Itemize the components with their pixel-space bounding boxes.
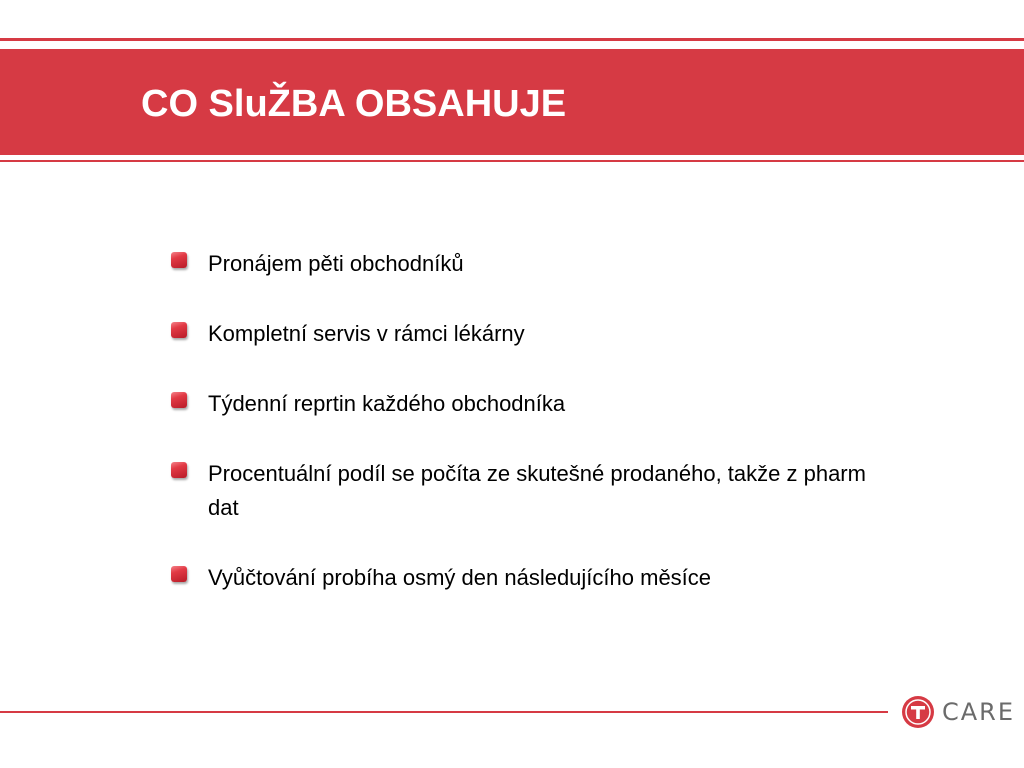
bullet-text: Procentuální podíl se počíta ze skutešné prodaného, takže z pharm dat [208, 461, 866, 520]
square-bullet-icon [171, 566, 187, 582]
bullet-item [171, 561, 871, 595]
logo-text: CARE [942, 698, 1016, 726]
bullet-list [171, 247, 871, 631]
bullet-text: Týdenní reprtin každého obchodníka [208, 391, 566, 416]
bullet-text: Vyůčtování probíha osmý den následujícího měsíce [208, 565, 712, 590]
square-bullet-icon [171, 252, 187, 268]
bullet-text: Pronájem pěti obchodníků [208, 251, 464, 276]
slide-title: CO SluŽBA OBSAHUJE [141, 83, 567, 125]
square-bullet-icon [171, 322, 187, 338]
top-rule [0, 38, 1024, 41]
bullet-item [171, 457, 871, 525]
t-circle-icon [902, 696, 934, 728]
footer-rule [0, 711, 888, 713]
bullet-item [171, 247, 871, 281]
tcare-logo [902, 694, 1015, 730]
bullet-text: Kompletní servis v rámci lékárny [208, 321, 525, 346]
bullet-item [171, 387, 871, 421]
square-bullet-icon [171, 392, 187, 408]
square-bullet-icon [171, 462, 187, 478]
title-underline [0, 160, 1024, 162]
bullet-item [171, 317, 871, 351]
